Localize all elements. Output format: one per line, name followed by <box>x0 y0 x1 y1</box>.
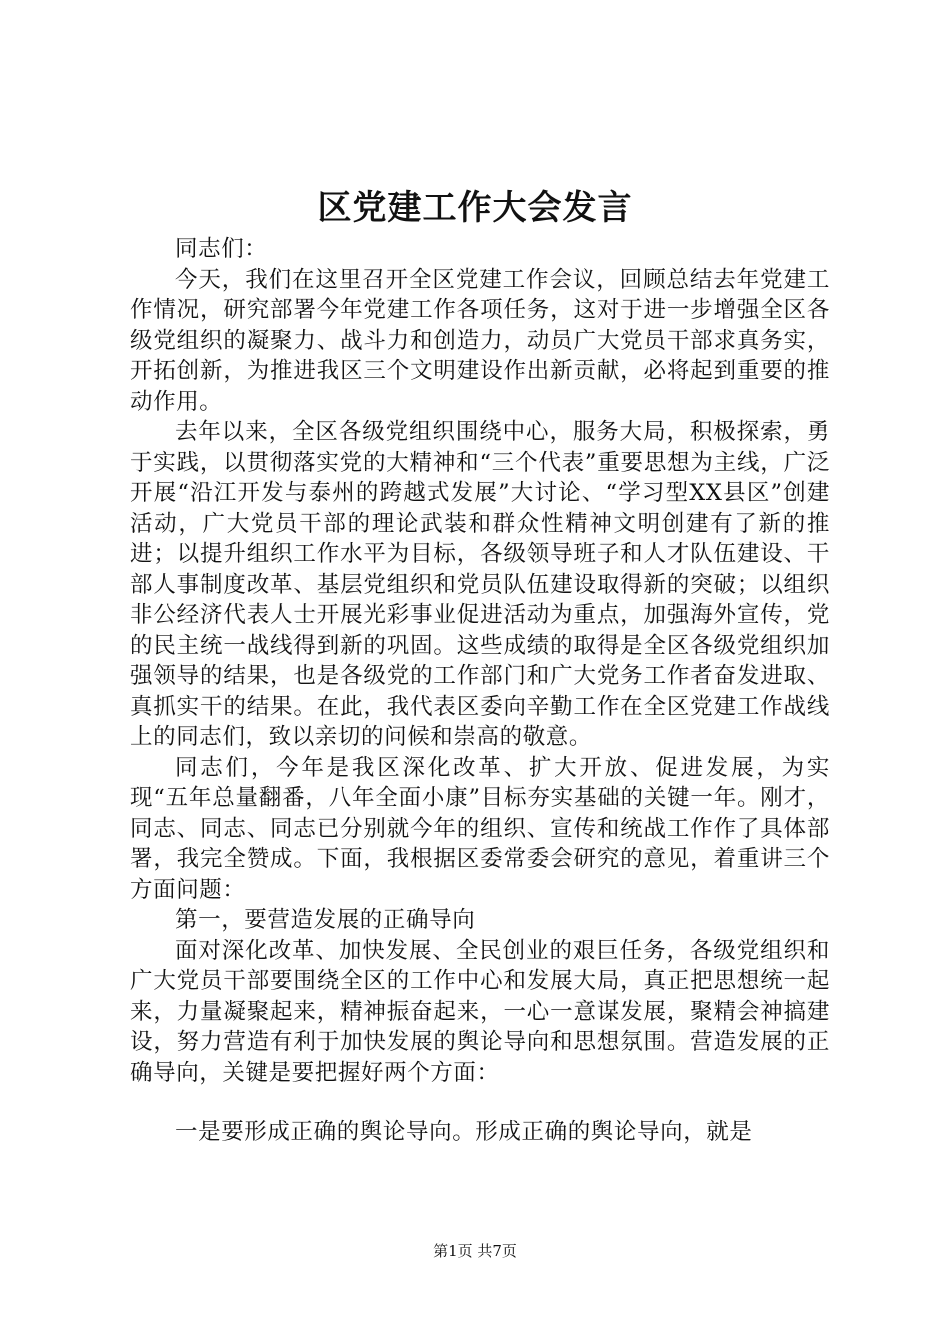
section-heading: 第一，要营造发展的正确导向 <box>175 907 476 933</box>
document-title: 区党建工作大会发言 <box>317 188 633 228</box>
page-number-footer: 第1页 共7页 <box>433 1242 517 1260</box>
body-paragraph: 去年以来，全区各级党组织围绕中心，服务大局，积极探索，勇于实践，以贯彻落实党的大精神和“三个代表”重要思想为主线，广泛开展“沿江开发与泰州的跨越式发展”大讨论、“学习型XX县区”创建活动，广大党员干部的理论武装和群众性精神文明创建有了新的推进；以提升组织工作水平为目标，各级领导班子和人才队伍建设、干部人事制度改革、基层党组织和党员队伍建设取得新的突破；以组织非公经济代表人士开展光彩事业促进活动为重点，加强海外宣传，党的民主统一战线得到新的巩固。这些成绩的取得是全区各级党组织加强领导的结果，也是各级党的工作部门和广大党务工作者奋发进取、真抓实干的结果。在此，我代表区委向辛勤工作在全区党建工作战线上的同志们，致以亲切的问候和崇高的敬意。 <box>130 419 830 750</box>
salutation-paragraph: 同志们： <box>175 236 268 262</box>
body-paragraph: 面对深化改革、加快发展、全民创业的艰巨任务，各级党组织和广大党员干部要围绕全区的工作中心和发展大局，真正把思想统一起来，力量凝聚起来，精神振奋起来，一心一意谋发展，聚精会神搞建设，努力营造有利于加快发展的舆论导向和思想氛围。营造发展的正确导向，关键是要把握好两个方面： <box>130 937 830 1086</box>
document-body <box>130 234 830 1148</box>
body-paragraph: 一是要形成正确的舆论导向。形成正确的舆论导向，就是 <box>175 1119 753 1145</box>
body-paragraph: 今天，我们在这里召开全区党建工作会议，回顾总结去年党建工作情况，研究部署今年党建工作各项任务，这对于进一步增强全区各级党组织的凝聚力、战斗力和创造力，动员广大党员干部求真务实，开拓创新，为推进我区三个文明建设作出新贡献，必将起到重要的推动作用。 <box>130 266 830 415</box>
body-paragraph: 同志们，今年是我区深化改革、扩大开放、促进发展，为实现“五年总量翻番，八年全面小康”目标夯实基础的关键一年。刚才，同志、同志、同志已分别就今年的组织、宣传和统战工作作了具体部署，我完全赞成。下面，我根据区委常委会研究的意见，着重讲三个方面问题： <box>130 754 830 903</box>
